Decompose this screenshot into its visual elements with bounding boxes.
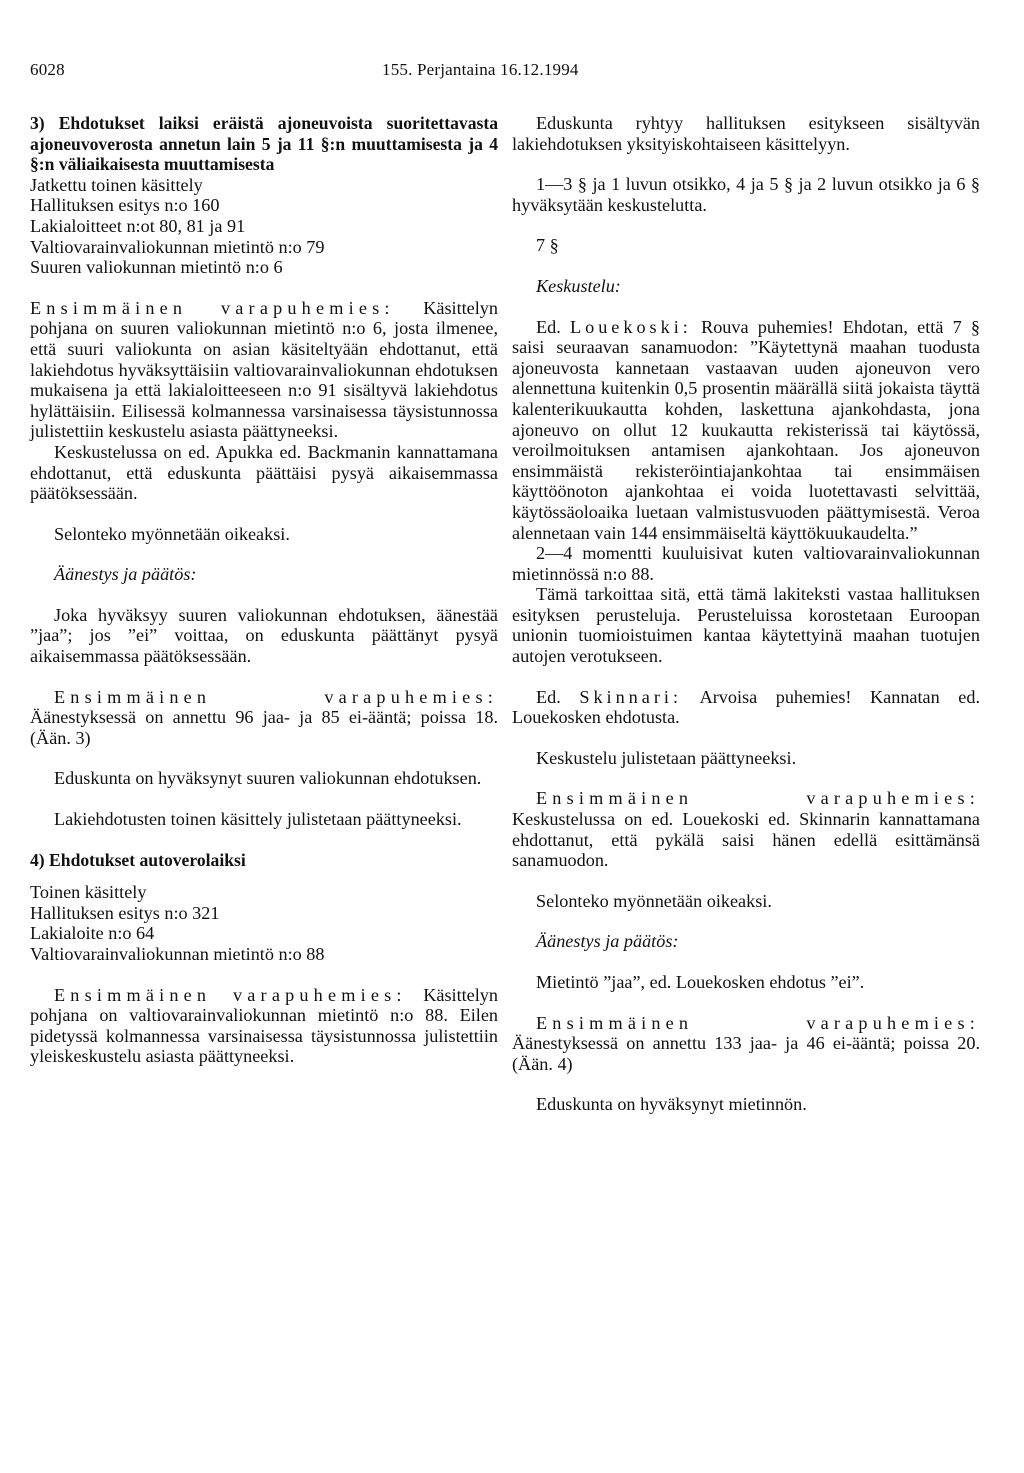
- detail-line: Toinen käsittely: [30, 882, 147, 903]
- speech-text: Arvoisa puhemies! Kannatan ed. Louekosken ehdotusta.: [512, 686, 980, 728]
- speech-text: Äänestyksessä on annettu 133 jaa- ja 46 ei-ääntä; poissa 20. (Ään. 4): [512, 1033, 980, 1074]
- detail-line: Lakialoite n:o 64: [30, 923, 155, 944]
- speech-paragraph: [512, 1013, 980, 1075]
- issue-info: 155. Perjantaina 16.12.1994: [382, 60, 579, 79]
- speaker-prefix: Ed.: [536, 316, 561, 337]
- speech-text: Rouva puhemies! Ehdotan, että 7 § saisi seuraavan sanamuodon: ”Käytettynä maahan tuodusta ajoneuvosta kannetaan vastaavan uuden ajoneuvon vero alennettuna kuitenkin 0,5 prosentin määrällä siitä jokaista täyttä kalenterikuukautta kohden, laskettuna ajankohdasta, jona ajoneuvo on ollut 12 kuukautta rekisterissä tai käytössä, veroilmoituksen antamisen ajankohtaan. Jos ajoneuvon ensimmäistä rekisteröintiajankohtaa tai ensimmäisen käyttöönoton ajankohtaa ei voida luotettavasti selvittää, käytössäoloaika luetaan valmistusvuoden päättymisestä. Veroa alennetaan vain 144 ensimmäiseltä käyttökuukaudelta.”: [512, 316, 981, 543]
- right-column: [512, 113, 980, 1115]
- left-column: [30, 113, 498, 1067]
- report-line: Selonteko myönnetään oikeaksi.: [54, 523, 290, 544]
- approved-sections: 1—3 § ja 1 luvun otsikko, 4 ja 5 § ja 2 luvun otsikko ja 6 § hyväksytään keskustelutta.: [512, 174, 980, 215]
- speaker-label: Ensimmäinen varapuhemies:: [536, 1012, 980, 1033]
- speech-text: Käsittelyn pohjana on valtiovarainvaliokunnan mietintö n:o 88. Eilen pidetyssä kolmannessa varsinaisessa täysistunnossa julistettiin yleiskeskustelu asiasta päättyneeksi.: [30, 984, 498, 1067]
- item-3-details: [30, 175, 498, 278]
- detail-line: Lakialoitteet n:ot 80, 81 ja 91: [30, 215, 246, 236]
- speech-paragraph: [30, 687, 498, 749]
- discussion-heading: Keskustelu:: [536, 275, 621, 296]
- result-line: Eduskunta on hyväksynyt mietinnön.: [536, 1094, 807, 1115]
- speech-paragraph: [512, 687, 980, 728]
- detail-line: Valtiovarainvaliokunnan mietintö n:o 88: [30, 944, 325, 964]
- speech-text: Käsittelyn pohjana on suuren valiokunnan mietintö n:o 6, josta ilmenee, että suuri valiokunta on asian käsiteltyään ehdottanut, että lakiehdotus hyväksyttäisiin valtiovarainvaliokunnan ehdotuksen mukaisena ja että lakialoitteeseen n:o 91 sisältyvä lakiehdotus hylättäisiin. Eilisessä kolmannessa varsinaisessa täysistunnossa julistettiin keskustelu asiasta päättyneeksi.: [30, 297, 498, 442]
- item-3-heading: 3) Ehdotukset laiksi eräistä ajoneuvoista suoritettavasta ajoneuvoverosta annetun lain 5 ja 11 §:n muuttamisesta ja 4 §:n väliaikaisesta muuttamisesta: [30, 113, 498, 175]
- section-number: 7 §: [536, 235, 559, 256]
- speech-paragraph: Tämä tarkoittaa sitä, että tämä lakiteksti vastaa hallituksen esityksen perusteluja. Perusteluissa korostetaan Euroopan unionin tuomioistuimen kantaa käytettyinä maahan tuotujen autojen verotukseen.: [512, 584, 980, 667]
- vote-text: Joka hyväksyy suuren valiokunnan ehdotuksen, äänestää ”jaa”; jos ”ei” voittaa, on eduskunta päättänyt pysyä aikaisemmassa päätöksessään.: [30, 604, 498, 667]
- vote-heading: Äänestys ja päätös:: [536, 931, 679, 952]
- vote-text: Mietintö ”jaa”, ed. Louekosken ehdotus ”ei”.: [536, 972, 865, 992]
- page-number: 6028: [30, 60, 65, 79]
- report-line: Selonteko myönnetään oikeaksi.: [536, 890, 772, 911]
- speaker-label: Ensimmäinen varapuhemies:: [536, 788, 980, 809]
- detail-line: Hallituksen esitys n:o 160: [30, 195, 220, 216]
- result-line: Lakiehdotusten toinen käsittely julistetaan päättyneeksi.: [54, 809, 462, 830]
- speaker-prefix: Ed.: [536, 686, 561, 707]
- detail-line: Hallituksen esitys n:o 321: [30, 902, 220, 923]
- detail-line: Valtiovarainvaliokunnan mietintö n:o 79: [30, 236, 325, 257]
- result-line: Eduskunta on hyväksynyt suuren valiokunnan ehdotuksen.: [54, 768, 482, 789]
- detail-line: Jatkettu toinen käsittely: [30, 174, 203, 195]
- speech-paragraph: 2—4 momentti kuuluisivat kuten valtiovarainvaliokunnan mietinnössä n:o 88.: [512, 543, 980, 584]
- page-header: [30, 60, 994, 86]
- speech-paragraph: Keskustelussa on ed. Apukka ed. Backmanin kannattamana ehdottanut, että eduskunta päättäisi pysyä aikaisemmassa päätöksessään.: [30, 441, 498, 504]
- speech-paragraph: [30, 985, 498, 1067]
- item-4-heading: 4) Ehdotukset autoverolaiksi: [30, 849, 246, 870]
- closing-line: Keskustelu julistetaan päättyneeksi.: [536, 747, 797, 768]
- intro-paragraph: Eduskunta ryhtyy hallituksen esitykseen sisältyvän lakiehdotuksen yksityiskohtaiseen käsittelyyn.: [512, 113, 980, 154]
- speech-paragraph: [30, 298, 498, 442]
- speaker-name: Louekoski:: [570, 316, 692, 337]
- item-4-details: [30, 882, 498, 964]
- speech-text: Äänestyksessä on annettu 96 jaa- ja 85 ei-ääntä; poissa 18. (Ään. 3): [30, 707, 498, 748]
- speech-paragraph: [512, 788, 980, 870]
- speaker-name: Skinnari:: [579, 686, 683, 707]
- speech-text: Keskustelussa on ed. Louekoski ed. Skinnarin kannattamana ehdottanut, että pykälä saisi hänen edellä esittämänsä sanamuodon.: [512, 809, 980, 871]
- detail-line: Suuren valiokunnan mietintö n:o 6: [30, 257, 283, 278]
- speaker-label: Ensimmäinen varapuhemies:: [54, 686, 498, 707]
- vote-heading: Äänestys ja päätös:: [54, 564, 197, 585]
- speech-paragraph: [512, 317, 980, 544]
- speaker-label: Ensimmäinen varapuhemies:: [30, 297, 395, 318]
- speaker-label: Ensimmäinen varapuhemies:: [54, 984, 407, 1005]
